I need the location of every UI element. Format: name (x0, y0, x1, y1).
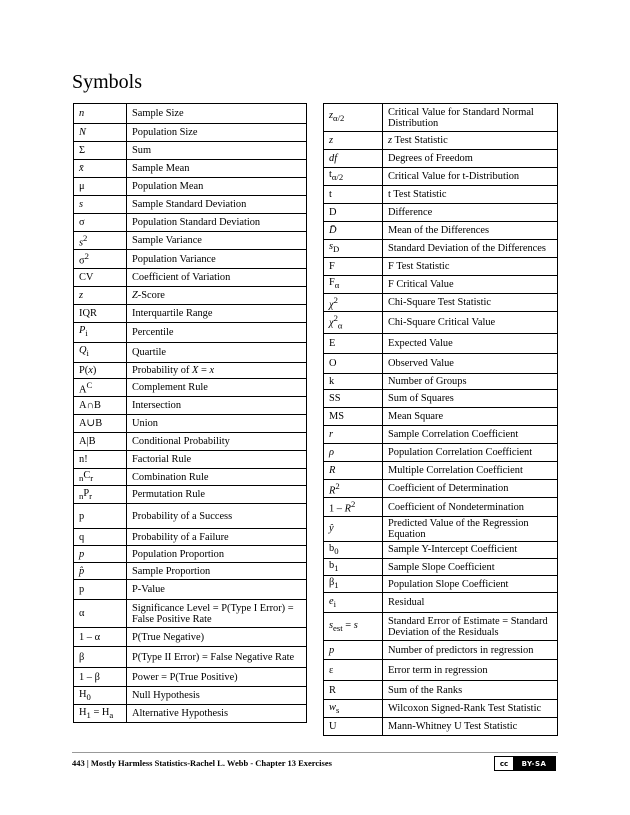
table-row (74, 232, 307, 250)
symbol-cell: $Q_i$ (74, 342, 127, 362)
symbol-cell: R (324, 462, 383, 480)
table-row (74, 196, 307, 214)
symbol-cell: z (74, 286, 127, 304)
cc-license-badge[interactable] (494, 756, 556, 771)
description-cell: Percentile (127, 322, 307, 342)
symbol-cell: q (74, 529, 127, 546)
description-cell: Sum of the Ranks (383, 681, 558, 700)
symbol-cell: A|B (74, 433, 127, 451)
table-row (74, 486, 307, 504)
table-row (324, 222, 558, 240)
description-cell: Error term in regression (383, 660, 558, 681)
table-row (74, 160, 307, 178)
symbol-cell: $_nP_r$ (74, 486, 127, 504)
symbol-cell: $R^2$ (324, 480, 383, 498)
symbols-table-left (73, 103, 307, 723)
table-row (74, 600, 307, 628)
table-row (74, 142, 307, 160)
table-row (324, 480, 558, 498)
symbol-cell: 1 – β (74, 668, 127, 687)
symbol-cell: IQR (74, 304, 127, 322)
symbol-cell: ρ (324, 444, 383, 462)
description-cell: Probability of a Success (127, 504, 307, 529)
description-cell: Population Proportion (127, 546, 307, 563)
description-cell: Quartile (127, 342, 307, 362)
description-cell: P(Type II Error) = False Negative Rate (127, 647, 307, 668)
description-cell: Population Mean (127, 178, 307, 196)
symbol-cell: x̄ (74, 160, 127, 178)
description-cell: Sample Standard Deviation (127, 196, 307, 214)
description-cell: Sample Size (127, 104, 307, 124)
description-cell: Critical Value for Standard Normal Distribution (383, 104, 558, 132)
symbol-cell: SS (324, 390, 383, 408)
table-row (324, 186, 558, 204)
symbol-cell: $F_\alpha$ (324, 276, 383, 294)
symbol-cell: $s_D$ (324, 240, 383, 258)
description-cell: Probability of a Failure (127, 529, 307, 546)
symbol-cell: MS (324, 408, 383, 426)
license-label: BY-SA (513, 757, 555, 770)
symbol-cell: $t_{\alpha/2}$ (324, 168, 383, 186)
symbol-cell: $\chi^2$ (324, 294, 383, 312)
description-cell: Observed Value (383, 354, 558, 374)
description-cell: Critical Value for t-Distribution (383, 168, 558, 186)
description-cell: F Critical Value (383, 276, 558, 294)
symbol-cell: D (324, 204, 383, 222)
table-row (324, 354, 558, 374)
table-row (324, 498, 558, 516)
symbol-cell: $1 - R^2$ (324, 498, 383, 516)
description-cell: Alternative Hypothesis (127, 705, 307, 723)
table-row (74, 104, 307, 124)
description-cell: t Test Statistic (383, 186, 558, 204)
cc-icon: cc (495, 760, 513, 768)
description-cell: Mean Square (383, 408, 558, 426)
symbol-cell: R (324, 681, 383, 700)
table-row (74, 415, 307, 433)
symbol-cell: N (74, 124, 127, 142)
page-footer: 443 | Mostly Harmless Statistics-Rachel L. Webb - Chapter 13 Exercises (72, 758, 332, 768)
description-cell: Sample Slope Coefficient (383, 559, 558, 576)
description-cell: Standard Deviation of the Differences (383, 240, 558, 258)
description-cell: Residual (383, 593, 558, 613)
symbol-cell: $s^2$ (74, 232, 127, 250)
table-row (74, 687, 307, 705)
table-row (324, 168, 558, 186)
description-cell: Sum of Squares (383, 390, 558, 408)
table-row (74, 563, 307, 580)
symbol-cell: O (324, 354, 383, 374)
description-cell: Sample Variance (127, 232, 307, 250)
table-row (74, 451, 307, 469)
description-cell: Combination Rule (127, 469, 307, 486)
description-cell: Significance Level = P(Type I Error) = False Positive Rate (127, 600, 307, 628)
symbol-cell: p (74, 504, 127, 529)
symbol-cell: A∩B (74, 397, 127, 415)
table-row (324, 312, 558, 334)
description-cell: Mann-Whitney U Test Statistic (383, 718, 558, 736)
description-cell: Degrees of Freedom (383, 150, 558, 168)
table-row (324, 240, 558, 258)
page-title: Symbols (72, 71, 143, 93)
symbol-cell: β (74, 647, 127, 668)
table-row (74, 322, 307, 342)
table-row (324, 374, 558, 390)
table-row (74, 362, 307, 378)
description-cell: Power = P(True Positive) (127, 668, 307, 687)
symbol-cell: n (74, 104, 127, 124)
symbol-cell: E (324, 334, 383, 354)
symbols-table-right (323, 103, 558, 736)
table-row (74, 433, 307, 451)
symbol-cell: p (74, 546, 127, 563)
symbol-cell: σ (74, 214, 127, 232)
description-cell: z Test Statistic (383, 132, 558, 150)
symbol-cell: r (324, 426, 383, 444)
symbol-cell: p (324, 641, 383, 660)
symbol-cell: $\chi^2_\alpha$ (324, 312, 383, 334)
table-row (324, 641, 558, 660)
table-row (324, 462, 558, 480)
table-row (324, 294, 558, 312)
footer-divider (72, 752, 558, 753)
table-row (324, 444, 558, 462)
description-cell: Standard Error of Estimate = Standard Deviation of the Residuals (383, 613, 558, 641)
table-row (74, 628, 307, 647)
table-row (324, 150, 558, 168)
table-row (74, 214, 307, 232)
table-row (74, 546, 307, 563)
symbol-cell: s (74, 196, 127, 214)
description-cell: Union (127, 415, 307, 433)
symbol-cell: A∪B (74, 415, 127, 433)
description-cell: Interquartile Range (127, 304, 307, 322)
description-cell: P-Value (127, 580, 307, 600)
table-row (74, 304, 307, 322)
table-row (324, 576, 558, 593)
description-cell: Predicted Value of the Regression Equation (383, 516, 558, 541)
description-cell: Conditional Probability (127, 433, 307, 451)
table-row (324, 681, 558, 700)
description-cell: Population Size (127, 124, 307, 142)
symbol-cell: ε (324, 660, 383, 681)
symbol-cell: $\beta_1$ (324, 576, 383, 593)
symbol-cell: α (74, 600, 127, 628)
table-row (74, 178, 307, 196)
table-row (74, 580, 307, 600)
table-row (324, 390, 558, 408)
table-row (324, 593, 558, 613)
table-row (74, 647, 307, 668)
description-cell: F Test Statistic (383, 258, 558, 276)
description-cell: Number of predictors in regression (383, 641, 558, 660)
symbol-cell: $z_{\alpha/2}$ (324, 104, 383, 132)
description-cell: Sample Y-Intercept Coefficient (383, 541, 558, 558)
table-row (324, 426, 558, 444)
table-row (74, 469, 307, 486)
symbol-cell: $P_i$ (74, 322, 127, 342)
symbol-cell: $\sigma^2$ (74, 250, 127, 268)
table-row (324, 276, 558, 294)
description-cell: Population Slope Coefficient (383, 576, 558, 593)
symbol-cell: CV (74, 268, 127, 286)
description-cell: Sum (127, 142, 307, 160)
description-cell: Intersection (127, 397, 307, 415)
table-row (74, 268, 307, 286)
table-row (324, 258, 558, 276)
symbol-cell: n! (74, 451, 127, 469)
table-row (324, 104, 558, 132)
description-cell: Factorial Rule (127, 451, 307, 469)
description-cell: Number of Groups (383, 374, 558, 390)
symbol-cell: F (324, 258, 383, 276)
description-cell: Population Variance (127, 250, 307, 268)
description-cell: Population Standard Deviation (127, 214, 307, 232)
symbol-cell: Σ (74, 142, 127, 160)
table-row (324, 516, 558, 541)
description-cell: Null Hypothesis (127, 687, 307, 705)
symbol-cell: z (324, 132, 383, 150)
description-cell: Probability of X = x (127, 362, 307, 378)
description-cell: Wilcoxon Signed-Rank Test Statistic (383, 700, 558, 718)
symbol-cell: ŷ (324, 516, 383, 541)
symbol-cell: μ (74, 178, 127, 196)
symbol-cell: p (74, 580, 127, 600)
table-row (324, 718, 558, 736)
table-row (74, 378, 307, 396)
description-cell: Chi-Square Critical Value (383, 312, 558, 334)
symbol-cell: $_nC_r$ (74, 469, 127, 486)
symbol-cell: $A^C$ (74, 378, 127, 396)
table-row (74, 705, 307, 723)
table-row (324, 132, 558, 150)
symbol-cell: $b_1$ (324, 559, 383, 576)
table-row (74, 668, 307, 687)
description-cell: Sample Mean (127, 160, 307, 178)
table-row (324, 660, 558, 681)
description-cell: Coefficient of Nondetermination (383, 498, 558, 516)
table-row (324, 334, 558, 354)
symbol-cell: $H_1 = H_a$ (74, 705, 127, 723)
symbol-cell: $H_0$ (74, 687, 127, 705)
table-row (74, 529, 307, 546)
table-row (74, 286, 307, 304)
description-cell: P(True Negative) (127, 628, 307, 647)
symbol-cell: D̄ (324, 222, 383, 240)
symbol-cell: $s_{est} = s$ (324, 613, 383, 641)
description-cell: Sample Proportion (127, 563, 307, 580)
table-row (74, 342, 307, 362)
description-cell: Z-Score (127, 286, 307, 304)
description-cell: Mean of the Differences (383, 222, 558, 240)
description-cell: Coefficient of Variation (127, 268, 307, 286)
symbol-cell: t (324, 186, 383, 204)
table-row (74, 124, 307, 142)
symbol-cell: df (324, 150, 383, 168)
table-row (74, 250, 307, 268)
table-row (74, 397, 307, 415)
symbol-cell: P(x) (74, 362, 127, 378)
description-cell: Multiple Correlation Coefficient (383, 462, 558, 480)
description-cell: Complement Rule (127, 378, 307, 396)
symbol-cell: p̂ (74, 563, 127, 580)
symbol-cell: 1 – α (74, 628, 127, 647)
description-cell: Expected Value (383, 334, 558, 354)
description-cell: Population Correlation Coefficient (383, 444, 558, 462)
table-row (324, 408, 558, 426)
table-row (324, 541, 558, 558)
table-row (74, 504, 307, 529)
table-row (324, 204, 558, 222)
symbol-cell: $e_i$ (324, 593, 383, 613)
symbol-cell: $b_0$ (324, 541, 383, 558)
description-cell: Difference (383, 204, 558, 222)
description-cell: Chi-Square Test Statistic (383, 294, 558, 312)
symbol-cell: k (324, 374, 383, 390)
table-row (324, 700, 558, 718)
table-row (324, 559, 558, 576)
description-cell: Sample Correlation Coefficient (383, 426, 558, 444)
symbol-cell: $w_s$ (324, 700, 383, 718)
symbol-cell: U (324, 718, 383, 736)
description-cell: Permutation Rule (127, 486, 307, 504)
table-row (324, 613, 558, 641)
description-cell: Coefficient of Determination (383, 480, 558, 498)
